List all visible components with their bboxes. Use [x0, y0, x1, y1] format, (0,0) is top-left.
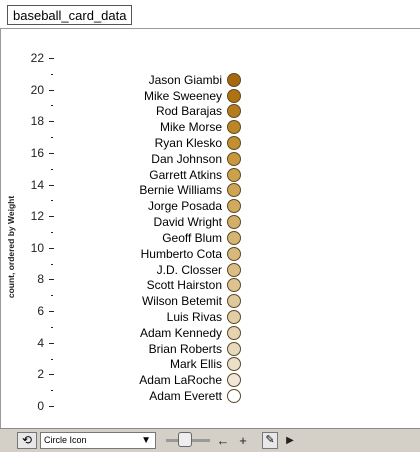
y-tick-label: 18	[30, 114, 44, 129]
y-tick-mark	[49, 343, 54, 344]
bottom-toolbar	[0, 428, 420, 452]
player-dot[interactable]	[227, 136, 241, 150]
y-minor-tick	[51, 264, 53, 265]
y-tick-mark	[49, 90, 54, 91]
y-minor-tick	[51, 105, 53, 106]
player-dot[interactable]	[227, 215, 241, 229]
y-tick-mark	[49, 279, 54, 280]
slider-thumb[interactable]	[178, 432, 192, 447]
crosshair-glyph: +	[239, 433, 247, 448]
dot-plot[interactable]	[0, 29, 420, 428]
y-tick-mark	[49, 406, 54, 407]
player-name-label: Dan Johnson	[151, 151, 222, 166]
y-minor-tick	[51, 359, 53, 360]
player-name-label: Scott Hairston	[146, 278, 222, 293]
y-tick-mark	[49, 58, 54, 59]
y-minor-tick	[51, 327, 53, 328]
player-dot[interactable]	[227, 199, 241, 213]
player-dot[interactable]	[227, 357, 241, 371]
y-tick-label: 8	[37, 272, 44, 287]
player-dot[interactable]	[227, 278, 241, 292]
y-tick-label: 12	[30, 209, 44, 224]
player-dot[interactable]	[227, 263, 241, 277]
y-minor-tick	[51, 390, 53, 391]
y-tick-label: 4	[37, 335, 44, 350]
dataset-title: baseball_card_data	[13, 8, 127, 23]
player-name-label: Wilson Betemit	[141, 294, 222, 309]
y-tick-label: 22	[30, 51, 44, 65]
y-tick-label: 16	[30, 145, 44, 160]
player-dot[interactable]	[227, 89, 241, 103]
player-name-label: Adam Kennedy	[139, 325, 222, 340]
y-minor-tick	[51, 295, 53, 296]
pencil-icon[interactable]: ✎	[262, 432, 278, 449]
player-dot[interactable]	[227, 326, 241, 340]
player-name-label: Mike Morse	[159, 120, 222, 135]
player-name-label: Garrett Atkins	[149, 167, 222, 182]
y-tick-label: 14	[30, 177, 44, 192]
player-dot[interactable]	[227, 294, 241, 308]
player-dot[interactable]	[227, 73, 241, 87]
y-minor-tick	[51, 74, 53, 75]
player-name-label: Jorge Posada	[147, 199, 222, 214]
y-tick-mark	[49, 121, 54, 122]
player-name-label: Adam LaRoche	[139, 373, 222, 388]
chevron-down-icon: ▼	[141, 435, 151, 446]
player-name-label: Geoff Blum	[162, 230, 222, 245]
player-name-label: Adam Everett	[149, 389, 222, 404]
player-name-label: Mark Ellis	[169, 357, 222, 372]
player-dot[interactable]	[227, 373, 241, 387]
player-dot[interactable]	[227, 231, 241, 245]
player-name-label: Brian Roberts	[148, 341, 222, 356]
y-tick-mark	[49, 311, 54, 312]
arrow-left-glyph: ←	[216, 433, 230, 448]
y-minor-tick	[51, 232, 53, 233]
icon-style-value: Circle Icon	[44, 435, 87, 445]
dataset-title-tab[interactable]	[7, 5, 132, 25]
player-name-label: Jason Giambi	[148, 72, 222, 87]
y-tick-label: 0	[37, 399, 44, 413]
player-dot[interactable]	[227, 247, 241, 261]
player-name-label: Luis Rivas	[166, 310, 222, 324]
crosshair-icon[interactable]	[236, 432, 250, 449]
icon-style-dropdown[interactable]	[40, 432, 156, 449]
player-dot[interactable]	[227, 310, 241, 324]
player-name-label: Bernie Williams	[139, 183, 222, 198]
player-name-label: Ryan Klesko	[154, 136, 222, 150]
player-name-label: Mike Sweeney	[143, 88, 222, 103]
player-name-label: David Wright	[153, 215, 222, 230]
player-name-label: Rod Barajas	[155, 104, 222, 119]
y-minor-tick	[51, 200, 53, 201]
scale-slider[interactable]	[166, 432, 210, 449]
y-tick-mark	[49, 153, 54, 154]
arrow-left-icon[interactable]	[216, 432, 230, 449]
y-tick-label: 2	[37, 367, 44, 382]
play-glyph: ▶	[286, 435, 294, 446]
play-icon[interactable]	[284, 432, 296, 449]
y-axis-label: count, ordered by Weight	[6, 195, 16, 299]
player-dot[interactable]	[227, 389, 241, 403]
player-name-label: Humberto Cota	[140, 246, 222, 261]
player-dot[interactable]	[227, 152, 241, 166]
y-tick-label: 6	[37, 304, 44, 319]
player-name-label: J.D. Closser	[156, 262, 222, 277]
y-minor-tick	[51, 137, 53, 138]
player-dot[interactable]	[227, 120, 241, 134]
player-dot[interactable]	[227, 104, 241, 118]
rotate-icon[interactable]: ⟲	[17, 432, 37, 449]
y-tick-mark	[49, 185, 54, 186]
y-tick-label: 20	[30, 82, 44, 97]
y-tick-label: 10	[30, 240, 44, 255]
player-dot[interactable]	[227, 183, 241, 197]
y-tick-mark	[49, 216, 54, 217]
player-dot[interactable]	[227, 168, 241, 182]
y-tick-mark	[49, 248, 54, 249]
player-dot[interactable]	[227, 342, 241, 356]
y-minor-tick	[51, 169, 53, 170]
y-tick-mark	[49, 374, 54, 375]
